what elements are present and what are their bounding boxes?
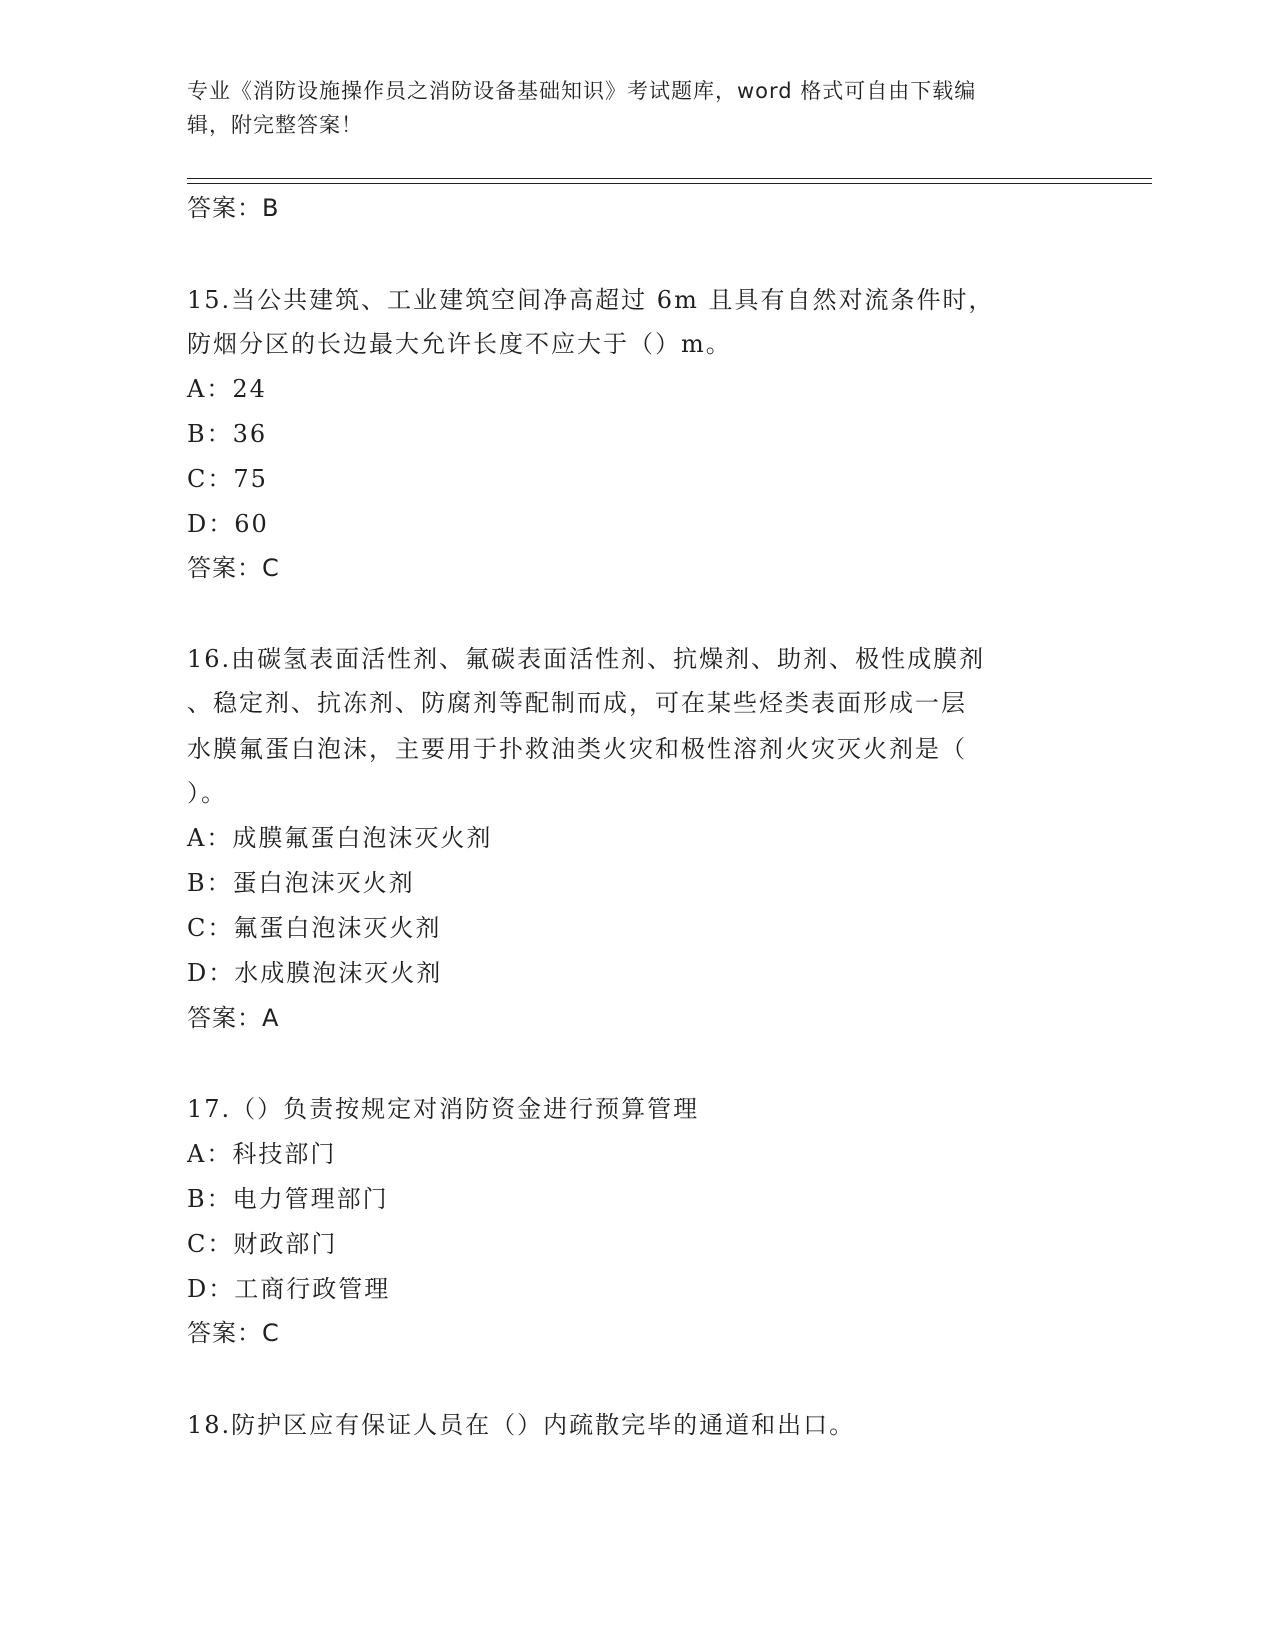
question-17-option-d: D：工商行政管理 [187, 1275, 391, 1303]
question-15-option-b: B：36 [187, 420, 268, 448]
question-18-line-1: 18.防护区应有保证人员在（）内疏散完毕的通道和出口。 [187, 1411, 856, 1439]
question-16-line-2: 、稳定剂、抗冻剂、防腐剂等配制而成，可在某些烃类表面形成一层 [187, 689, 967, 717]
answer-15: 答案：C [187, 554, 280, 582]
header-divider-top [187, 178, 1152, 179]
question-15-option-a: A：24 [187, 375, 267, 403]
question-15-line-2: 防烟分区的长边最大允许长度不应大于（）m。 [187, 330, 732, 358]
question-17-option-c: C：财政部门 [187, 1230, 338, 1258]
answer-14: 答案：B [187, 194, 280, 222]
question-15-option-d: D：60 [187, 510, 269, 538]
answer-16: 答案：A [187, 1004, 280, 1032]
question-15-option-c: C：75 [187, 465, 268, 493]
question-15-line-1: 15.当公共建筑、工业建筑空间净高超过 6m 且具有自然对流条件时， [187, 286, 995, 314]
question-16-option-a: A：成膜氟蛋白泡沫灭火剂 [187, 824, 493, 852]
question-17-option-b: B：电力管理部门 [187, 1185, 389, 1213]
question-16-line-3: 水膜氟蛋白泡沫，主要用于扑救油类火灾和极性溶剂火灾灭火剂是（ [187, 735, 967, 763]
document-header [187, 74, 1067, 142]
question-17-option-a: A：科技部门 [187, 1140, 337, 1168]
question-16-line-4: ）。 [187, 779, 227, 807]
answer-17: 答案：C [187, 1319, 280, 1347]
question-17-line-1: 17.（）负责按规定对消防资金进行预算管理 [187, 1095, 700, 1123]
question-16-line-1: 16.由碳氢表面活性剂、氟碳表面活性剂、抗燥剂、助剂、极性成膜剂 [187, 645, 986, 673]
question-16-option-b: B：蛋白泡沫灭火剂 [187, 869, 415, 897]
header-divider-bottom [187, 183, 1152, 184]
question-16-option-d: D：水成膜泡沫灭火剂 [187, 959, 443, 987]
question-16-option-c: C：氟蛋白泡沫灭火剂 [187, 914, 442, 942]
header-line-2: 辑，附完整答案！ [187, 113, 363, 137]
header-line-1: 专业《消防设施操作员之消防设备基础知识》考试题库，word 格式可自由下载编 [187, 79, 977, 103]
